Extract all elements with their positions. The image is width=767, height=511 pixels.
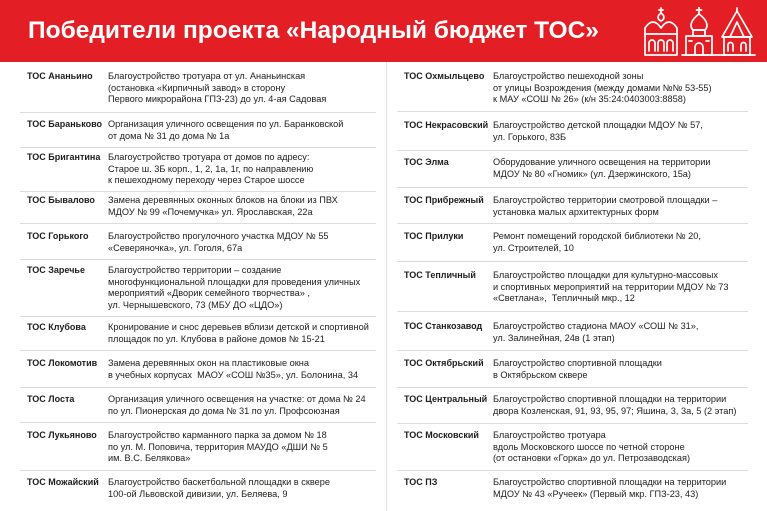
entry-label: ТОС Станкозавод: [404, 321, 483, 331]
entry-label: ТОС Прилуки: [404, 231, 464, 241]
entry-label: ТОС Московский: [404, 430, 479, 440]
entry-description: Организация уличного освещения на участке: от дома № 24 по ул. Пионерская до дома № 31 по ул. Профсоюзная: [108, 394, 366, 416]
entry-description: Благоустройство прогулочного участка МДОУ № 55 «Северяночка», ул. Гоголя, 67а: [108, 231, 329, 253]
row-divider: [20, 259, 376, 260]
entry-label: ТОС Бывалово: [27, 195, 95, 205]
entry-description: Благоустройство тротуара от домов по адресу: Старое ш. 3Б корп., 1, 2, 1а, 1г, по направлению к пешеходному переходу через Старое шоссе: [108, 152, 314, 185]
row-divider: [20, 387, 376, 388]
page-title: Победители проекта «Народный бюджет ТОС»: [28, 17, 599, 44]
entry-description: Благоустройство спортивной площадки в Октябрьском сквере: [493, 358, 662, 380]
header-banner: [0, 0, 767, 62]
row-divider: [397, 350, 748, 351]
entry-label: ТОС Горького: [27, 231, 89, 241]
row-divider: [397, 261, 748, 262]
entry-description: Благоустройство территории смотровой площадки – установка малых архитектурных форм: [493, 195, 718, 217]
row-divider: [20, 191, 376, 192]
entry-label: ТОС Тепличный: [404, 270, 476, 280]
entry-description: Кронирование и снос деревьев вблизи детской и спортивной площадок по ул. Клубова в районе домов № 15-21: [108, 322, 369, 344]
entry-description: Благоустройство спортивной площадки на территории МДОУ № 43 «Ручеек» (Первый мкр. ГПЗ-23, 43): [493, 477, 727, 499]
entry-description: Благоустройство детской площадки МДОУ № 57, ул. Горького, 83Б: [493, 120, 703, 142]
entry-description: Организация уличного освещения по ул. Баранковской от дома № 31 до дома № 1а: [108, 119, 344, 141]
row-divider: [20, 422, 376, 423]
entry-label: ТОС Элма: [404, 157, 449, 167]
row-divider: [397, 150, 748, 151]
row-divider: [20, 470, 376, 471]
entry-description: Благоустройство стадиона МАОУ «СОШ № 31», ул. Залинейная, 24в (1 этап): [493, 321, 699, 343]
column-divider: [386, 62, 387, 511]
row-divider: [20, 147, 376, 148]
row-divider: [397, 311, 748, 312]
entry-description: Благоустройство площадки для культурно-массовых и спортивных мероприятий на территории МДОУ № 73 «Светлана», Тепличный мкр., 12: [493, 270, 729, 303]
entry-description: Благоустройство баскетбольной площадки в сквере 100-ой Львовской дивизии, ул. Беляева, 9: [108, 477, 330, 499]
entry-label: ТОС Прибрежный: [404, 195, 484, 205]
entry-description: Ремонт помещений городской библиотеки № 20, ул. Строителей, 10: [493, 231, 701, 253]
entry-description: Благоустройство карманного парка за домом № 18 по ул. М. Поповича, территория МАУДО «ДШИ № 5 им. В.С. Белякова»: [108, 430, 328, 463]
entry-description: Благоустройство территории – создание многофункциональной площадки для проведения уличных мероприятий «Дворик семейного творчества» , ул. Чернышевского, 73 (МБУ ДО «ЦДО»): [108, 265, 361, 310]
row-divider: [397, 111, 748, 112]
entry-label: ТОС Ананьино: [27, 71, 93, 81]
row-divider: [20, 112, 376, 113]
entry-description: Благоустройство тротуара вдоль Московского шоссе по четной стороне (от остановки «Горка» до ул. Петрозаводская): [493, 430, 691, 463]
city-architecture-logo-icon: [642, 7, 757, 58]
entry-label: ТОС Центральный: [404, 394, 488, 404]
entry-label: ТОС Октябрьский: [404, 358, 484, 368]
entry-label: ТОС Некрасовский: [404, 120, 489, 130]
entry-label: ТОС Лоста: [27, 394, 75, 404]
entry-label: ТОС Бригантина: [27, 152, 101, 162]
entry-label: ТОС ПЗ: [404, 477, 438, 487]
entry-description: Благоустройство тротуара от ул. Ананьинская (остановка «Кирпичный завод» в сторону Первого микрорайона ГПЗ-23) до ул. 4-ая Садовая: [108, 71, 327, 104]
entry-description: Замена деревянных оконных блоков на блоки из ПВХ МДОУ № 99 «Почемучка» ул. Ярославская, 22а: [108, 195, 338, 217]
entry-description: Оборудование уличного освещения на территории МДОУ № 80 «Гномик» (ул. Дзержинского, 15а): [493, 157, 711, 179]
row-divider: [397, 223, 748, 224]
entry-description: Замена деревянных окон на пластиковые окна в учебных корпусах МАОУ «СОШ №35», ул. Болонина, 34: [108, 358, 359, 380]
entry-label: ТОС Лукьяново: [27, 430, 97, 440]
entry-description: Благоустройство пешеходной зоны от улицы Возрождения (между домами №№ 53-55) к МАУ «СОШ № 26» (к/н 35:24:0403003:8858): [493, 71, 712, 104]
row-divider: [20, 223, 376, 224]
row-divider: [397, 423, 748, 424]
entry-description: Благоустройство спортивной площадки на территории двора Козленская, 91, 93, 95, 97; Яшина, 3, 3а, 5 (2 этап): [493, 394, 737, 416]
row-divider: [397, 387, 748, 388]
entry-label: ТОС Заречье: [27, 265, 85, 275]
entry-label: ТОС Можайский: [27, 477, 99, 487]
row-divider: [397, 187, 748, 188]
entry-label: ТОС Охмыльцево: [404, 71, 485, 81]
entry-label: ТОС Клубова: [27, 322, 86, 332]
row-divider: [20, 316, 376, 317]
entry-label: ТОС Локомотив: [27, 358, 98, 368]
row-divider: [20, 350, 376, 351]
row-divider: [397, 470, 748, 471]
entry-label: ТОС Бараньково: [27, 119, 103, 129]
